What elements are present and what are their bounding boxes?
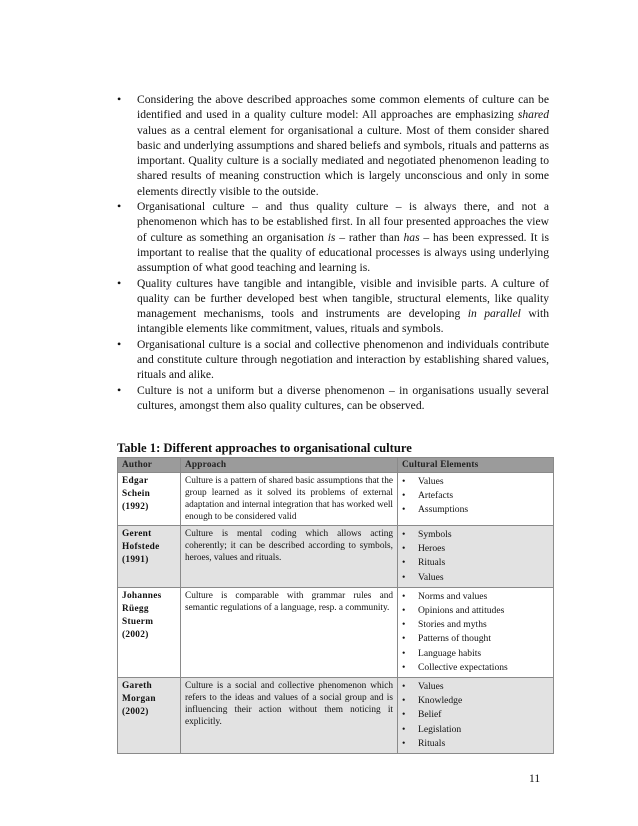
cultural-element-label: Rituals [418,557,446,569]
cultural-element-label: Patterns of thought [418,633,492,645]
bullet-dot-icon: • [402,647,406,659]
cultural-element-label: Values [418,681,444,693]
emphasis-text: shared [517,108,549,122]
page-number: 11 [529,773,541,785]
bullet-dot-icon: • [402,681,406,693]
cultural-element-item [402,475,549,489]
emphasis-text: is [327,230,336,244]
bullet-dot-icon: • [117,336,122,351]
bullet-list [117,92,549,413]
cultural-element-label: Heroes [418,543,446,555]
author-cell [118,526,181,588]
bullet-text: Organisational culture is a social and collective phenomenon and individuals contribute and constitute culture through negotiation and interaction by establishing shared values, rituals and alike. [137,337,549,382]
table-row [118,526,554,588]
bullet-dot-icon: • [402,633,406,645]
cultural-element-item [402,708,549,722]
bullet-item [117,276,549,337]
bullet-dot-icon: • [117,275,122,290]
bullet-text: Considering the above described approaches some common elements of culture can be identified and used in a quality culture model: All approaches are emphasizing [137,93,549,122]
cultural-element-item [402,632,549,646]
cultural-element-label: Collective expectations [418,661,508,673]
bullet-dot-icon: • [402,571,406,583]
cultural-element-label: Stories and myths [418,619,487,631]
bullet-dot-icon: • [402,661,406,673]
bullet-dot-icon: • [402,590,406,602]
approach-cell: Culture is a pattern of shared basic assumptions that the group learned as it solved its problems of external adaptation and internal integration that has worked well enough to be considered valid [181,473,398,526]
emphasis-text: has [403,230,420,244]
cultural-element-label: Values [418,476,444,487]
cultural-element-item [402,528,549,542]
cultural-element-label: Values [418,571,444,583]
author-line: Hofstede [122,542,160,552]
header-cultural-elements: Cultural Elements [398,458,554,473]
bullet-dot-icon: • [402,529,406,540]
author-cell [118,678,181,754]
cultural-element-label: Artefacts [418,490,454,502]
cultural-element-item [402,680,549,694]
bullet-text: values as a central element for organisational a culture. Most of them consider shared basic and underlying assumptions and shared beliefs and symbols, rituals and patterns as important. Quality culture is a socially mediated and negotiated phenomenon leading to shared results of meaning construction which is largely unconscious and only in some elements directly visible to the outside. [137,123,549,198]
header-author: Author [118,458,181,473]
header-approach: Approach [181,458,398,473]
bullet-item [117,383,549,414]
cultural-element-label: Belief [418,709,442,721]
approach-cell: Culture is a social and collective phenomenon which refers to the ideas and values of a social group and is influencing their action without them noticing it explicitly. [181,678,398,754]
table-row [118,473,554,526]
cultural-element-label: Knowledge [418,695,463,707]
cultural-element-item [402,737,549,751]
bullet-dot-icon: • [402,737,406,749]
bullet-item [117,337,549,383]
cultural-element-label: Language habits [418,647,482,659]
bullet-text: Organisational culture – and thus quality culture – is always there, and not a phenomenon which has to be established first. In all four presented approaches the view of culture as something an organisation [137,200,549,244]
bullet-item [117,199,549,275]
bullet-text: Culture is not a uniform but a diverse phenomenon – in organisations usually several cultures, amongst them also quality cultures, can be observed. [137,383,549,412]
author-line: Gareth [122,681,153,692]
bullet-text: – rather than [335,230,404,244]
bullet-text: with intangible elements like commitment, values, rituals and symbols. [137,307,549,336]
cultural-element-item [402,647,549,661]
bullet-dot-icon: • [402,619,406,631]
bullet-dot-icon: • [402,543,406,555]
culture-approaches-table [117,457,554,754]
bullet-dot-icon: • [117,92,122,106]
cultural-element-item [402,571,549,585]
author-cell [118,587,181,677]
cultural-elements-cell [398,473,554,526]
cultural-element-item [402,694,549,708]
table-row [118,678,554,754]
bullet-text: Quality cultures have tangible and intangible, visible and invisible parts. A culture of quality can be further developed best when tangible, structural elements, like quality management mechanisms, tools and instruments are developing [137,276,549,321]
table-title: Table 1: Different approaches to organisational culture [117,441,412,455]
bullet-dot-icon: • [402,476,406,487]
cultural-elements-cell [398,678,554,754]
author-line: (2002) [122,707,149,718]
bullet-item [117,92,549,199]
cultural-element-item [402,542,549,556]
table-row [118,587,554,677]
cultural-element-item [402,618,549,632]
approach-cell: Culture is comparable with grammar rules and semantic regulations of a language, resp. a community. [181,587,398,677]
author-line: Edgar [122,476,149,486]
bullet-dot-icon: • [402,723,406,735]
bullet-dot-icon: • [402,709,406,721]
cultural-element-item [402,489,549,503]
cultural-element-item [402,503,549,517]
author-cell [118,473,181,526]
emphasis-text: in parallel [467,307,521,321]
cultural-element-item [402,604,549,618]
cultural-element-item [402,661,549,675]
cultural-element-label: Norms and values [418,590,488,602]
cultural-element-label: Rituals [418,737,446,749]
author-line: Stuerm [122,616,154,627]
author-line: (1991) [122,555,149,565]
cultural-element-item [402,723,549,737]
cultural-elements-cell [398,587,554,677]
bullet-dot-icon: • [117,199,122,214]
bullet-dot-icon: • [402,504,406,516]
author-line: (1992) [122,502,149,512]
bullet-dot-icon: • [402,695,406,707]
approach-cell: Culture is mental coding which allows acting coherently; it can be described according to symbols, heroes, values and rituals. [181,526,398,588]
bullet-dot-icon: • [117,382,122,397]
table-header-row [118,458,554,473]
author-line: Rüegg [122,603,149,614]
author-line: Morgan [122,694,156,705]
bullet-dot-icon: • [402,490,406,502]
cultural-elements-cell [398,526,554,588]
bullet-dot-icon: • [402,605,406,617]
cultural-element-label: Opinions and attitudes [418,605,505,617]
bullet-dot-icon: • [402,557,406,569]
cultural-element-item [402,590,549,604]
cultural-element-item [402,556,549,570]
author-line: Johannes [122,590,162,601]
bullet-text: – has been expressed. It is important to realise that the quality of educational processes is always using underlying assumption of what good teaching and learning is. [137,230,549,275]
cultural-element-label: Assumptions [418,504,469,516]
author-line: Schein [122,489,151,499]
cultural-element-label: Symbols [418,529,452,540]
author-line: Gerent [122,529,152,539]
author-line: (2002) [122,629,149,640]
cultural-element-label: Legislation [418,723,462,735]
